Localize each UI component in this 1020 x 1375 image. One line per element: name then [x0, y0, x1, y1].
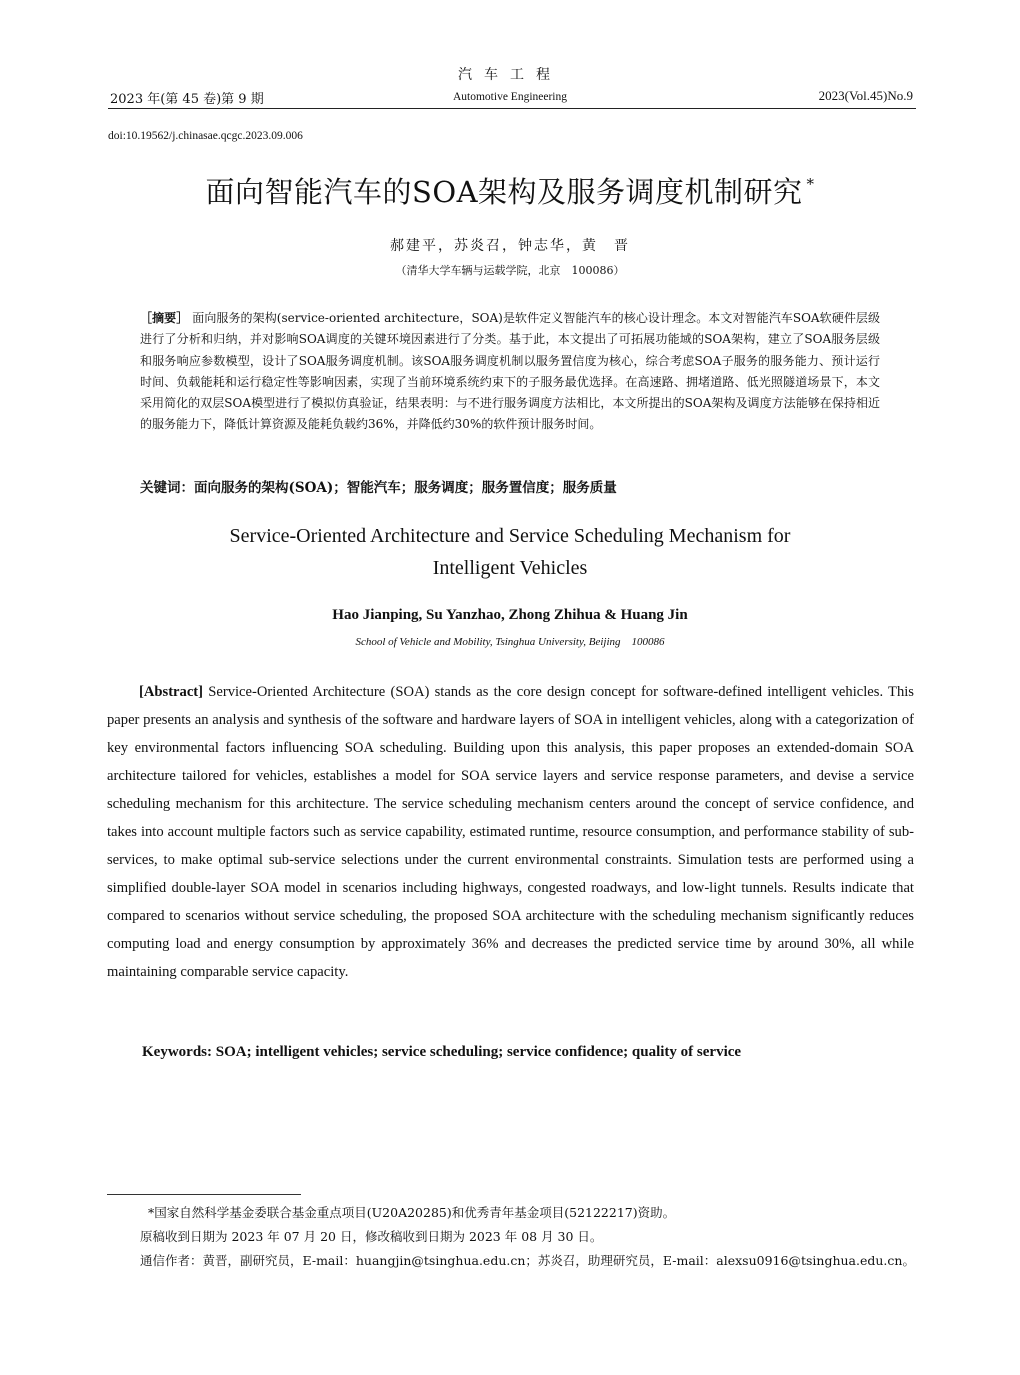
journal-name-cn: 汽车工程 — [458, 67, 562, 83]
header-rule — [108, 108, 916, 109]
footnote-funding: *国家自然科学基金委联合基金重点项目(U20A20285)和优秀青年基金项目(52122217)资助。 — [148, 1205, 676, 1220]
title-footnote-mark: * — [806, 175, 815, 193]
keywords-en: Keywords: SOA; intelligent vehicles; service scheduling; service confidence; quality of service — [142, 1044, 742, 1060]
title-en-line1: Service-Oriented Architecture and Service Scheduling Mechanism for — [229, 525, 791, 547]
abstract-cn — [140, 308, 880, 436]
title-en-line2: Intelligent Vehicles — [432, 557, 588, 579]
issue-cn: 2023 年(第 45 卷)第 9 期 — [110, 92, 264, 107]
abstract-en — [107, 678, 914, 986]
affiliation-cn: （清华大学车辆与运载学院，北京 100086） — [395, 264, 625, 277]
footnote-rule — [107, 1194, 301, 1195]
keywords-cn: 关键词：面向服务的架构(SOA)；智能汽车；服务调度；服务置信度；服务质量 — [140, 480, 617, 496]
issue-en: 2023(Vol.45)No.9 — [818, 88, 913, 103]
title-cn — [0, 170, 1020, 211]
affiliation-en: School of Vehicle and Mobility, Tsinghua University, Beijing 100086 — [355, 636, 665, 648]
footnote-contact: 通信作者：黄晋，副研究员，E-mail：huangjin@tsinghua.edu.cn；苏炎召，助理研究员，E-mail：alexsu0916@tsinghua.edu.cn。 — [140, 1253, 915, 1268]
journal-name-en: Automotive Engineering — [452, 91, 568, 103]
abstract-cn-label: ［摘要］ — [140, 311, 189, 325]
title-en — [0, 520, 1020, 584]
abstract-en-label: [Abstract] — [139, 684, 204, 700]
abstract-en-text: Service-Oriented Architecture (SOA) stands as the core design concept for software-defined intelligent vehicles. This paper presents an analysis and synthesis of the software and hardware layers of SOA in intelligent vehicles, along with a categorization of key environmental factors influencing SOA scheduling. Building upon this analysis, this paper proposes an extended-domain SOA architecture tailored for vehicles, establishes a model for SOA service layers and service response parameters, and devise a service scheduling mechanism for this architecture. The service scheduling mechanism centers around the concept of service confidence, and takes into account multiple factors such as service capability, estimated runtime, resource consumption, and performance stability of sub-services, to make optimal sub-service selections under the current environmental constraints. Simulation tests are performed using a simplified double-layer SOA model in scenarios including highways, congested roadways, and low-light tunnels. Results indicate that compared to scenarios without service scheduling, the proposed SOA architecture with the scheduling mechanism significantly reduces computing load and energy consumption by approximately 36% and decreases the predicted service time by around 30%, all while maintaining comparable service capacity. — [107, 684, 914, 980]
authors-cn: 郝建平，苏炎召，钟志华，黄 晋 — [390, 238, 630, 254]
abstract-cn-text: 面向服务的架构(service-oriented architecture，SOA)是软件定义智能汽车的核心设计理念。本文对智能汽车SOA软硬件层级进行了分析和归纳，并对影响SOA调度的关键环境因素进行了分类。基于此，本文提出了可拓展功能域的SOA架构，建立了SOA服务层级和服务响应参数模型，设计了SOA服务调度机制。该SOA服务调度机制以服务置信度为核心，综合考虑SOA子服务的服务能力、预计运行时间、负载能耗和运行稳定性等影响因素，实现了当前环境系统约束下的子服务最优选择。在高速路、拥堵道路、低光照隧道场景下，本文采用简化的双层SOA模型进行了模拟仿真验证，结果表明：与不进行服务调度方法相比，本文所提出的SOA架构及调度方法能够在保持相近的服务能力下，降低计算资源及能耗负载约36%，并降低约30%的软件预计服务时间。 — [140, 311, 880, 432]
doi: doi:10.19562/j.chinasae.qcgc.2023.09.006 — [108, 130, 303, 142]
title-cn-text: 面向智能汽车的SOA架构及服务调度机制研究 — [205, 175, 803, 209]
footnote-dates: 原稿收到日期为 2023 年 07 月 20 日，修改稿收到日期为 2023 年 08 月 30 日。 — [140, 1229, 603, 1244]
authors-en: Hao Jianping, Su Yanzhao, Zhong Zhihua & Huang Jin — [332, 607, 688, 623]
